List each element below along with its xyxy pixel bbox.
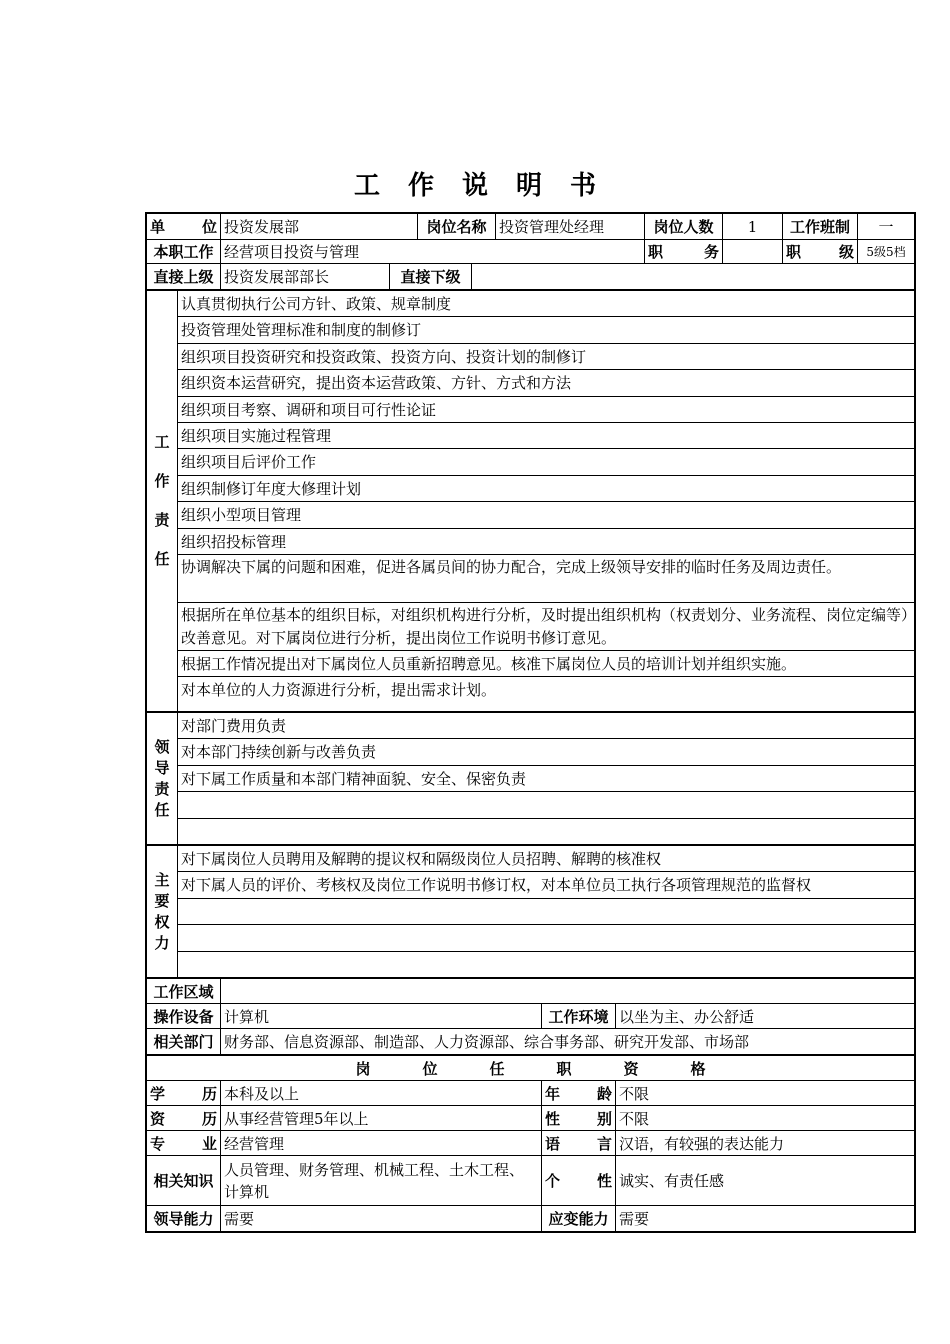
subordinate-value	[472, 264, 914, 289]
grade-value: 5级5档	[866, 245, 906, 259]
list-item: 对部门费用负责	[178, 713, 914, 739]
leadership-list	[178, 713, 914, 844]
responsibilities-group	[147, 291, 914, 713]
env-label: 工作环境	[542, 1004, 616, 1028]
powers-list	[178, 846, 914, 977]
qualifications-block	[145, 1054, 916, 1233]
leadership-ability-value: 需要	[221, 1206, 542, 1231]
area-row	[147, 979, 914, 1004]
ability-row	[147, 1206, 914, 1231]
experience-row	[147, 1106, 914, 1131]
knowledge-label: 相关知识	[147, 1156, 221, 1205]
header-block	[145, 212, 916, 289]
list-item	[178, 925, 914, 951]
subordinate-label: 直接下级	[390, 264, 472, 289]
list-item	[178, 952, 914, 978]
qualifications-heading: 岗位任职资格	[147, 1056, 914, 1081]
superior-label: 直接上级	[147, 264, 221, 289]
gender-value: 不限	[619, 1109, 650, 1128]
list-item: 组织资本运营研究，提出资本运营政策、方针、方式和方法	[178, 370, 914, 396]
age-label: 年 龄	[542, 1081, 616, 1105]
unit-label: 单 位	[147, 214, 221, 239]
list-item: 对下属工作质量和本部门精神面貌、安全、保密负责	[178, 766, 914, 792]
environment-block	[145, 977, 916, 1054]
dept-label: 相关部门	[147, 1029, 221, 1054]
list-item: 组织项目投资研究和投资政策、投资方向、投资计划的制修订	[178, 344, 914, 370]
leadership-ability-label: 领导能力	[147, 1206, 221, 1231]
headcount-value: 1	[723, 214, 783, 239]
headcount-label: 岗位人数	[645, 214, 723, 239]
experience-value: 从事经营管理5年以上	[221, 1106, 542, 1130]
job-label: 本职工作	[147, 240, 221, 263]
dept-row	[147, 1029, 914, 1054]
document-title: 工作说明书	[353, 171, 624, 201]
knowledge-row	[147, 1156, 914, 1206]
job-value: 经营项目投资与管理	[221, 240, 645, 263]
experience-label: 资 历	[147, 1106, 221, 1130]
list-item: 对本单位的人力资源进行分析，提出需求计划。	[181, 681, 497, 700]
duty-value	[723, 240, 783, 263]
post-name-value: 投资管理处经理	[496, 214, 645, 239]
powers-label: 主 要 权 力	[147, 846, 178, 977]
major-row	[147, 1131, 914, 1156]
equipment-label: 操作设备	[147, 1004, 221, 1028]
adapt-label: 应变能力	[542, 1206, 616, 1231]
list-item: 根据所在单位基本的组织目标，对组织机构进行分析，及时提出组织机构（权责划分、业务流程、岗位定编等）改善意见。对下属岗位进行分析，提出岗位工作说明书修订意见。	[178, 603, 914, 651]
unit-value: 投资发展部	[221, 214, 418, 239]
leadership-label: 领 导 责 任	[147, 713, 178, 844]
duty-label: 职 务	[645, 240, 723, 263]
personality-label: 个 性	[542, 1156, 616, 1205]
area-value	[221, 979, 914, 1003]
leadership-group	[147, 713, 914, 846]
equipment-value: 计算机	[221, 1004, 542, 1028]
shift-value: 一	[878, 218, 894, 236]
responsibilities-list	[178, 291, 914, 711]
age-value: 不限	[619, 1084, 650, 1103]
dept-value: 财务部、信息资源部、制造部、人力资源部、综合事务部、研究开发部、市场部	[224, 1033, 750, 1051]
language-label: 语 言	[542, 1131, 616, 1155]
header-row-2	[147, 240, 914, 264]
list-item	[178, 819, 914, 845]
list-item: 协调解决下属的问题和困难，促进各属员间的协力配合，完成上级领导安排的临时任务及周边责任。	[178, 555, 914, 603]
header-row-1	[147, 214, 914, 240]
personality-value: 诚实、有责任感	[619, 1172, 725, 1190]
list-item	[178, 899, 914, 925]
list-item: 组织项目后评价工作	[178, 449, 914, 475]
education-value: 本科及以上	[221, 1081, 542, 1105]
duties-block	[145, 289, 916, 977]
adapt-value: 需要	[619, 1210, 650, 1228]
post-name-label: 岗位名称	[418, 214, 496, 239]
list-item: 组织项目实施过程管理	[178, 423, 914, 449]
list-item: 组织招投标管理	[178, 529, 914, 555]
language-value: 汉语，有较强的表达能力	[619, 1134, 785, 1153]
education-label: 学 历	[147, 1081, 221, 1105]
list-item: 组织项目考察、调研和项目可行性论证	[178, 397, 914, 423]
job-description-table	[145, 212, 916, 1233]
list-item: 组织小型项目管理	[178, 502, 914, 528]
shift-label: 工作班制	[783, 214, 858, 239]
list-item: 对本部门持续创新与改善负责	[178, 739, 914, 765]
list-item: 对下属岗位人员聘用及解聘的提议权和隔级岗位人员招聘、解聘的核准权	[178, 846, 914, 872]
gender-label: 性 别	[542, 1106, 616, 1130]
list-item: 投资管理处管理标准和制度的制修订	[178, 317, 914, 343]
superior-value: 投资发展部部长	[221, 264, 390, 289]
knowledge-value: 人员管理、财务管理、机械工程、土木工程、计算机	[221, 1156, 542, 1205]
education-row	[147, 1081, 914, 1106]
env-value: 以坐为主、办公舒适	[619, 1007, 755, 1026]
grade-label: 职 级	[783, 240, 858, 263]
header-row-3	[147, 264, 914, 289]
list-item	[178, 792, 914, 818]
major-value: 经营管理	[221, 1131, 542, 1155]
responsibilities-label: 工 作 责 任	[147, 291, 178, 711]
list-item: 认真贯彻执行公司方针、政策、规章制度	[178, 291, 914, 317]
list-item: 组织制修订年度大修理计划	[178, 476, 914, 502]
list-item: 对下属人员的评价、考核权及岗位工作说明书修订权，对本单位员工执行各项管理规范的监督权	[178, 872, 914, 898]
list-item: 根据工作情况提出对下属岗位人员重新招聘意见。核准下属岗位人员的培训计划并组织实施。	[178, 651, 914, 677]
area-label: 工作区域	[147, 979, 221, 1003]
powers-group	[147, 846, 914, 977]
equipment-row	[147, 1004, 914, 1029]
major-label: 专 业	[147, 1131, 221, 1155]
